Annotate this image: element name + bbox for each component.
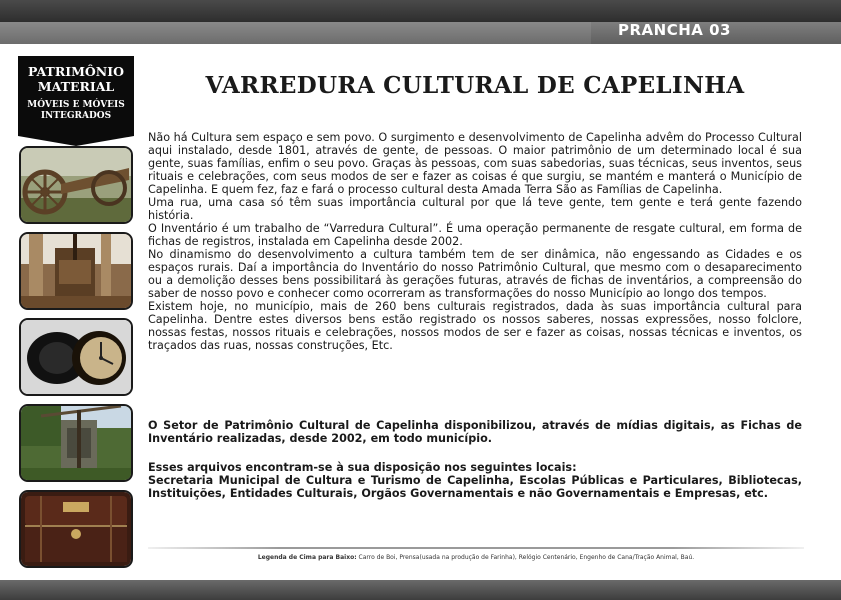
paragraph-registered: Existem hoje, no município, mais de 260 bens culturais registrados, dada às suas importância cultural para Capelinha. Dentre estes diversos bens estão registrado os nossos saberes, nossas expressões, nosso folclore, nossas festas, nossos rituais e celebrações, nossos modos de ser e fazer as coisas, nossas técnicas e inventos, os traçados das ruas, nossas construções, Etc. <box>148 300 802 352</box>
photo-ox-cart <box>19 146 133 224</box>
ox-cart-icon <box>21 148 131 222</box>
sugar-mill-icon <box>21 406 131 480</box>
photo-clock <box>19 318 133 396</box>
photo-sugar-mill <box>19 404 133 482</box>
prancha-label: PRANCHA 03 <box>618 21 731 39</box>
locations-intro: Esses arquivos encontram-se à sua disposição nos seguintes locais: <box>148 461 577 474</box>
legend-text: Carro de Boi, Prensa(usada na produção de Farinha), Relógio Centenário, Engenho de Cana/Tração Animal, Baú. <box>358 554 695 561</box>
paragraph-intro: Não há Cultura sem espaço e sem povo. O surgimento e desenvolvimento de Capelinha advêm do Processo Cultural aqui instalado, desde 1801, através de gente, de pessoas. O maior patrimônio de um determinado local é sua gente, suas famílias, enfim o seu povo. Graças às pessoas, com suas sabedorias, suas técnicas, seus inventos, seus rituais e celebrações, com seus modos de ser e fazer as coisas é que surgiu, se mantém e manterá o Município de Capelinha. E quem fez, faz e fará o processo cultural desta Amada Terra São as Famílias de Capelinha. <box>148 131 802 196</box>
legend-label: Legenda de Cima para Baixo: <box>257 554 357 561</box>
category-subtitle: MÓVEIS E MÓVEIS INTEGRADOS <box>27 100 125 121</box>
photo-chest <box>19 490 133 568</box>
press-icon <box>21 234 131 308</box>
category-box <box>18 56 134 136</box>
chest-icon <box>21 492 131 566</box>
paragraph-street: Uma rua, uma casa só têm suas importância cultural por que lá teve gente, tem gente e terá gente fazendo história. <box>148 196 802 222</box>
bottom-bar <box>0 580 841 600</box>
photo-press <box>19 232 133 310</box>
locations-list: Secretaria Municipal de Cultura e Turismo de Capelinha, Escolas Públicas e Particulares, Bibliotecas, Instituições, Entidades Culturais, Orgãos Governamentais e não Governamentais e Empresas, etc. <box>148 474 802 500</box>
clock-icon <box>21 320 131 394</box>
page-title: VARREDURA CULTURAL DE CAPELINHA <box>205 72 745 99</box>
category-arrow <box>18 136 134 146</box>
body-text <box>148 131 802 352</box>
top-bar <box>0 0 841 22</box>
paragraph-dynamism: No dinamismo do desenvolvimento a cultura também tem de ser dinâmica, não engessando as Cidades e os espaços rurais. Daí a importância do Inventário do nosso Patrimônio Cultural, que mesmo com o desaparecimento ou a demolição desses bens possibilitará às gerações futuras, através de fichas de inventários, a compreensão do saber de nosso povo e conhecer como ocorreram as transformações do nosso Município ao longo dos tempos. <box>148 248 802 300</box>
photo-legend <box>148 554 804 561</box>
paragraph-inventory: O Inventário é um trabalho de “Varredura Cultural”. É uma operação permanente de resgate cultural, em forma de fichas de registros, instalada em Capelinha desde 2002. <box>148 222 802 248</box>
category-title: PATRIMÔNIO MATERIAL <box>28 64 124 94</box>
highlight-block <box>148 419 802 445</box>
footer-divider <box>148 547 804 549</box>
highlight-text: O Setor de Patrimônio Cultural de Capelinha disponibilizou, através de mídias digitais, as Fichas de Inventário realizadas, desde 2002, em todo município. <box>148 419 802 445</box>
locations-block <box>148 461 802 500</box>
